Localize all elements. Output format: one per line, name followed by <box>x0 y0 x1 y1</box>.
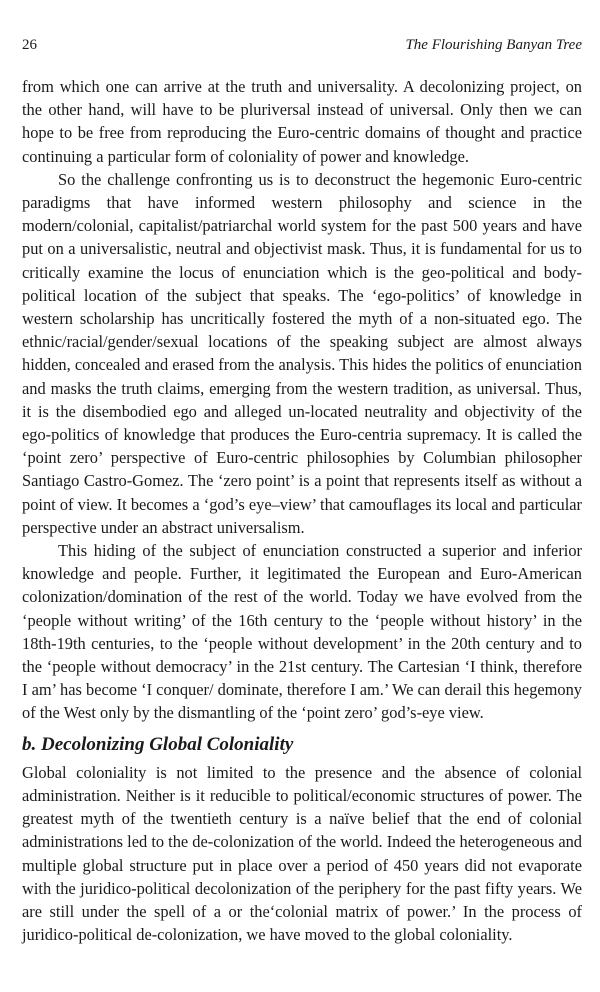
paragraph-locus-of-enunciation: So the challenge confronting us is to deconstruct the hegemonic Euro-centric paradigms that have informed western philosophy and science in the modern/colonial, capitalist/patriarchal world system for the past 500 years and have put on a universalistic, neutral and objectivist mask. Thus, it is fundamental for us to critically examine the locus of enunciation which is the geo-political and body-political location of the subject that speaks. The ‘ego-politics’ of knowledge in western scholarship has uncritically fostered the myth of a non-situated ego. The ethnic/racial/gender/sexual locations of the speaking subject are almost always hidden, concealed and erased from the analysis. This hides the politics of enunciation and masks the truth claims, emerging from the western tradition, as universal. Thus, it is the disembodied ego and alleged un-located neutrality and objectivity of the ego-politics of knowledge that produces the Euro-centria supremacy. It is called the ‘point zero’ perspective of Euro-centric philosophies by Columbian philosopher Santiago Castro-Gomez. The ‘zero point’ is a point that represents itself as without a point of view. It becomes a ‘god’s eye–view’ that camouflages its local and particular perspective under an abstract universalism. <box>22 169 582 537</box>
paragraph-continuation: from which one can arrive at the truth and universality. A decolonizing project, on the other hand, will have to be pluriversal instead of universal. Only then we can hope to be free from reproducing the Euro-centric domains of thought and practice continuing a particular form of coloniality of power and knowledge. <box>22 77 582 166</box>
page-number: 26 <box>22 37 37 53</box>
book-title: The Flourishing Banyan Tree <box>405 37 582 53</box>
book-page <box>22 0 582 992</box>
body-text <box>22 75 582 946</box>
paragraph-global-coloniality: Global coloniality is not limited to the presence and the absence of colonial administration. Neither is it reducible to political/economic structures of power. The greatest myth of the twentieth century is a naïve belief that the end of colonial administrations led to the de-colonization of the world. Indeed the heterogeneous and multiple global structure put in place over a period of 450 years did not evaporate with the juridico-political decolonization of the periphery for the past fifty years. We are still under the spell of a or the‘colonial matrix of power.’ In the process of juridico-political de-colonization, we have moved to the global coloniality. <box>22 762 582 945</box>
section-heading: b. Decolonizing Global Coloniality <box>22 733 294 755</box>
paragraph-subject-of-enunciation: This hiding of the subject of enunciation constructed a superior and inferior knowledge and people. Further, it legitimated the European and Euro-American colonization/domination of the rest of the world. Today we have evolved from the ‘people without writing’ of the 16th century to the ‘people without history’ in the 18th-19th centuries, to the ‘people without development’ in the 20th century and to the ‘people without democracy’ in the 21st century. The Cartesian ‘I think, therefore I am’ has become ‘I conquer/ dominate, therefore I am.’ We can derail this hegemony of the West only by the dismantling of the ‘point zero’ god’s-eye view. <box>22 541 582 723</box>
